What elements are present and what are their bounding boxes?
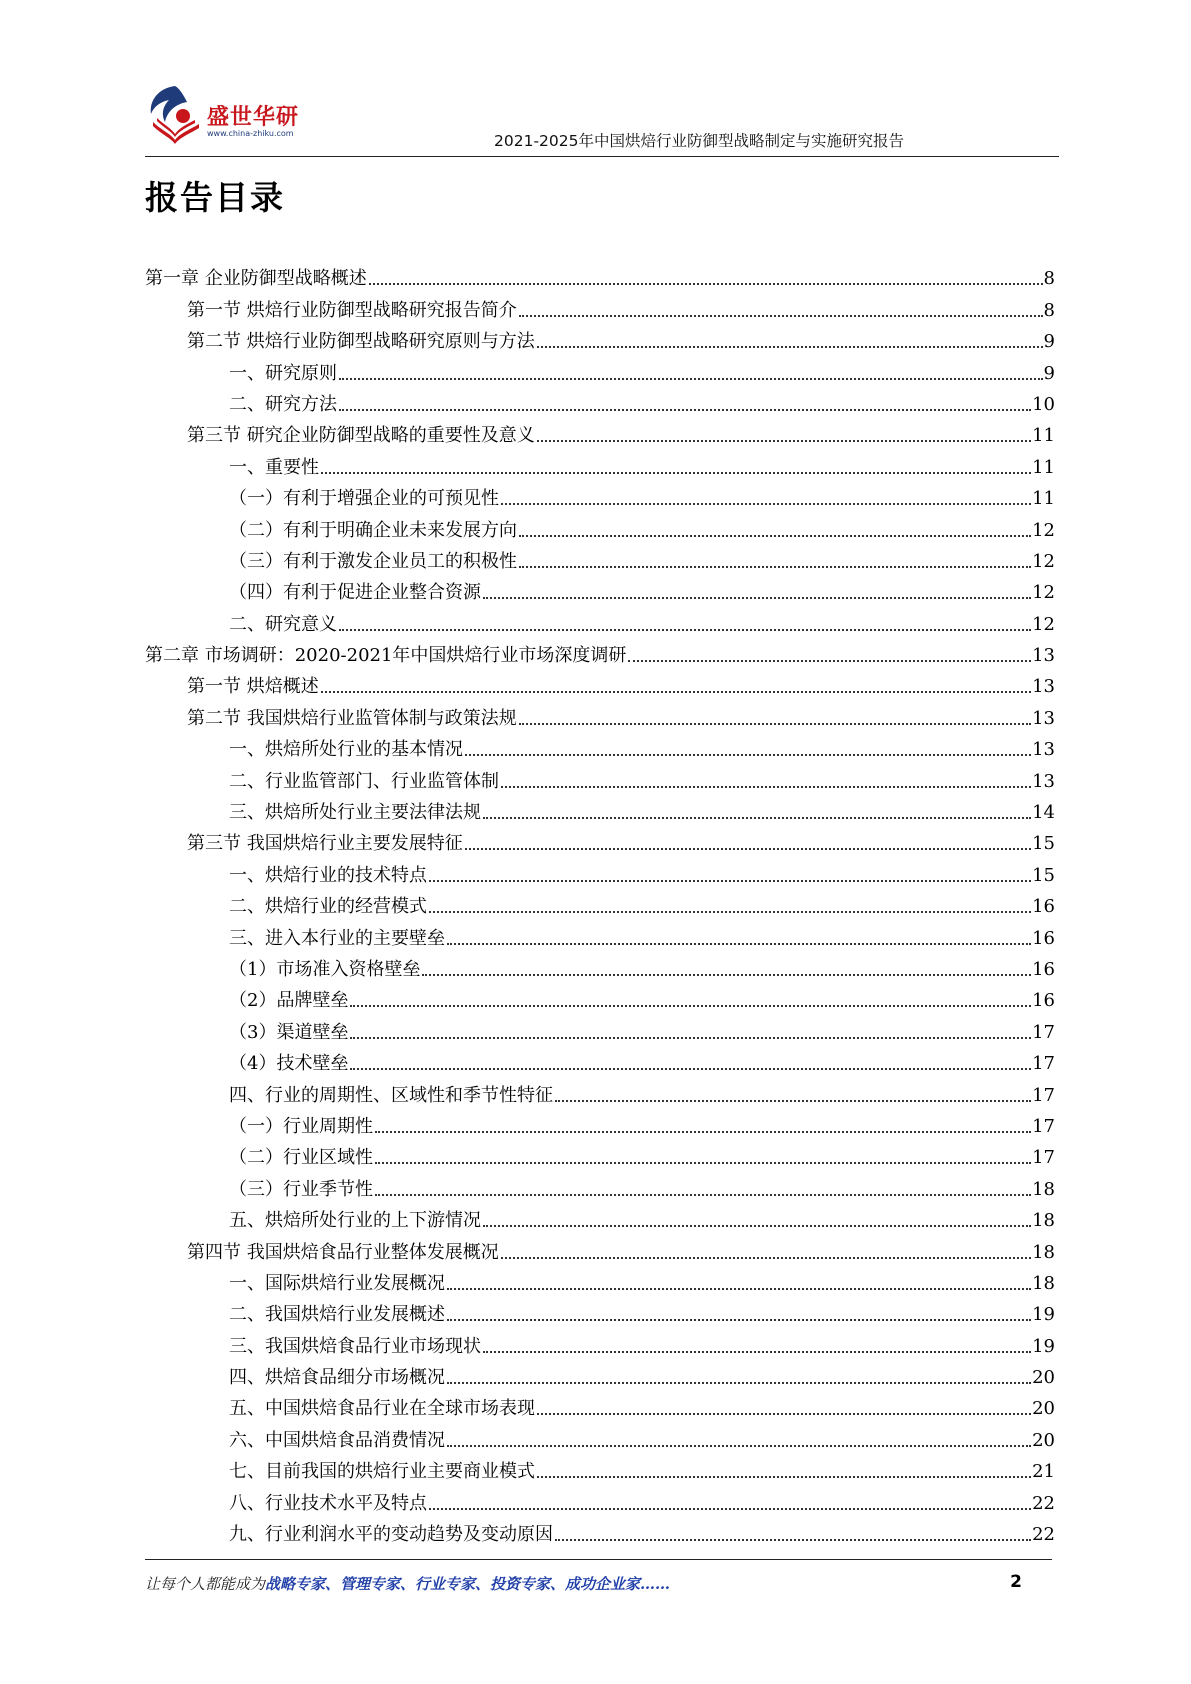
toc-dot-leader — [447, 1319, 1031, 1321]
toc-entry-title: 六、中国烘焙食品消费情况 — [229, 1429, 445, 1451]
toc-entry[interactable] — [145, 1326, 1055, 1357]
toc-entry-title: （3）渠道壁垒 — [229, 1021, 349, 1043]
toc-entry[interactable] — [145, 259, 1055, 290]
toc-entry[interactable] — [145, 1044, 1055, 1075]
toc-entry-title: 一、重要性 — [229, 456, 319, 478]
toc-entry-title: （2）品牌壁垒 — [229, 990, 349, 1012]
toc-entry-title: 一、烘焙行业的技术特点 — [229, 864, 427, 886]
toc-entry-title: 二、行业监管部门、行业监管体制 — [229, 770, 499, 792]
toc-entry-page: 22 — [1032, 1524, 1055, 1546]
toc-entry[interactable] — [145, 730, 1055, 761]
toc-entry[interactable] — [145, 636, 1055, 667]
toc-entry[interactable] — [145, 824, 1055, 855]
toc-entry-page: 17 — [1032, 1021, 1055, 1043]
toc-dot-leader — [375, 1162, 1031, 1164]
toc-entry[interactable] — [145, 416, 1055, 447]
toc-entry-page: 13 — [1032, 707, 1055, 729]
toc-entry[interactable] — [145, 1515, 1055, 1546]
company-logo — [145, 78, 320, 150]
toc-entry-title: （三）有利于激发企业员工的积极性 — [229, 550, 517, 572]
toc-entry-title: 九、行业利润水平的变动趋势及变动原因 — [229, 1524, 553, 1546]
toc-entry-title: 四、烘焙食品细分市场概况 — [229, 1367, 445, 1389]
toc-dot-leader — [321, 691, 1031, 693]
toc-dot-leader — [483, 817, 1031, 819]
toc-entry-page: 17 — [1032, 1115, 1055, 1137]
toc-dot-leader — [339, 629, 1031, 631]
toc-entry[interactable] — [145, 447, 1055, 478]
toc-entry[interactable] — [145, 1232, 1055, 1263]
toc-entry-title: 二、烘焙行业的经营模式 — [229, 896, 427, 918]
page-footer — [145, 1573, 1052, 1597]
footer-slogan-highlight: 战略专家、管理专家、行业专家、投资专家、成功企业家…… — [265, 1575, 671, 1593]
toc-entry-title: （1）市场准入资格壁垒 — [229, 958, 421, 980]
toc-entry-page: 11 — [1032, 488, 1055, 510]
toc-entry-page: 15 — [1032, 833, 1055, 855]
toc-entry[interactable] — [145, 1452, 1055, 1483]
toc-entry[interactable] — [145, 1358, 1055, 1389]
toc-entry[interactable] — [145, 1012, 1055, 1043]
toc-entry-title: （4）技术壁垒 — [229, 1053, 349, 1075]
toc-entry-page: 17 — [1032, 1084, 1055, 1106]
toc-entry[interactable] — [145, 981, 1055, 1012]
toc-entry-page: 16 — [1032, 990, 1055, 1012]
toc-dot-leader — [483, 597, 1031, 599]
toc-dot-leader — [350, 1037, 1031, 1039]
toc-dot-leader — [519, 723, 1031, 725]
toc-dot-leader — [447, 943, 1031, 945]
toc-entry[interactable] — [145, 698, 1055, 729]
toc-entry-page: 14 — [1032, 802, 1055, 824]
toc-entry-page: 20 — [1032, 1367, 1055, 1389]
page-number: 2 — [1010, 1572, 1022, 1592]
toc-dot-leader — [321, 472, 1031, 474]
toc-entry[interactable] — [145, 573, 1055, 604]
toc-entry-title: 八、行业技术水平及特点 — [229, 1492, 427, 1514]
toc-entry-page: 11 — [1032, 425, 1055, 447]
toc-entry-page: 21 — [1032, 1461, 1055, 1483]
toc-dot-leader — [429, 880, 1031, 882]
report-title: 2021-2025年中国烘焙行业防御型战略制定与实施研究报告 — [494, 132, 904, 150]
toc-entry-title: （二）有利于明确企业未来发展方向 — [229, 519, 517, 541]
toc-entry-page: 8 — [1043, 299, 1055, 321]
toc-entry-title: 第一章 企业防御型战略概述 — [145, 268, 367, 290]
toc-entry-title: 第一节 烘焙行业防御型战略研究报告简介 — [187, 299, 517, 321]
toc-dot-leader — [501, 503, 1031, 505]
toc-entry-page: 12 — [1032, 550, 1055, 572]
toc-dot-leader — [501, 786, 1031, 788]
page-header — [145, 78, 1059, 158]
toc-entry-title: 第一节 烘焙概述 — [187, 676, 319, 698]
toc-dot-leader — [465, 754, 1031, 756]
toc-entry[interactable] — [145, 1295, 1055, 1326]
toc-entry-page: 12 — [1032, 613, 1055, 635]
toc-dot-leader — [555, 1539, 1031, 1541]
toc-dot-leader — [447, 1288, 1031, 1290]
toc-entry-title: 第四节 我国烘焙食品行业整体发展概况 — [187, 1241, 499, 1263]
toc-entry[interactable] — [145, 793, 1055, 824]
toc-entry[interactable] — [145, 322, 1055, 353]
toc-entry-page: 18 — [1032, 1241, 1055, 1263]
toc-entry-title: 七、目前我国的烘焙行业主要商业模式 — [229, 1461, 535, 1483]
toc-entry[interactable] — [145, 1264, 1055, 1295]
toc-entry-page: 19 — [1032, 1304, 1055, 1326]
toc-entry-title: 一、研究原则 — [229, 362, 337, 384]
header-divider — [145, 156, 1059, 157]
toc-entry-title: 第二节 烘焙行业防御型战略研究原则与方法 — [187, 331, 535, 353]
toc-dot-leader — [537, 346, 1043, 348]
toc-entry-page: 11 — [1032, 456, 1055, 478]
toc-dot-leader — [350, 1005, 1031, 1007]
toc-dot-leader — [537, 1413, 1031, 1415]
toc-entry[interactable] — [145, 1169, 1055, 1200]
toc-entry-title: 第三节 我国烘焙行业主要发展特征 — [187, 833, 463, 855]
toc-dot-leader — [628, 660, 1031, 662]
toc-entry-title: 第二节 我国烘焙行业监管体制与政策法规 — [187, 707, 517, 729]
toc-dot-leader — [537, 440, 1031, 442]
toc-entry-title: 四、行业的周期性、区域性和季节性特征 — [229, 1084, 553, 1106]
toc-entry-title: 第二章 市场调研：2020-2021年中国烘焙行业市场深度调研 — [145, 645, 627, 667]
toc-entry-page: 12 — [1032, 519, 1055, 541]
toc-entry-title: （一）行业周期性 — [229, 1115, 373, 1137]
toc-dot-leader — [519, 535, 1031, 537]
logo-name: 盛世华研 — [207, 105, 300, 130]
toc-entry-page: 20 — [1032, 1429, 1055, 1451]
toc-entry-page: 17 — [1032, 1053, 1055, 1075]
toc-entry[interactable] — [145, 950, 1055, 981]
toc-dot-leader — [339, 409, 1031, 411]
page-title: 报告目录 — [145, 178, 285, 217]
toc-entry-title: 一、烘焙所处行业的基本情况 — [229, 739, 463, 761]
toc-dot-leader — [339, 378, 1043, 380]
toc-entry-page: 9 — [1043, 331, 1055, 353]
toc-dot-leader — [422, 974, 1031, 976]
toc-entry-title: 一、国际烘焙行业发展概况 — [229, 1272, 445, 1294]
toc-dot-leader — [519, 315, 1043, 317]
toc-entry-page: 13 — [1032, 676, 1055, 698]
toc-dot-leader — [447, 1382, 1031, 1384]
toc-entry-title: 五、烘焙所处行业的上下游情况 — [229, 1210, 481, 1232]
toc-entry-title: （四）有利于促进企业整合资源 — [229, 582, 481, 604]
toc-entry-page: 19 — [1032, 1335, 1055, 1357]
toc-entry[interactable] — [145, 604, 1055, 635]
toc-entry[interactable] — [145, 385, 1055, 416]
toc-entry-title: 二、研究意义 — [229, 613, 337, 635]
toc-dot-leader — [501, 1257, 1031, 1259]
toc-entry-page: 13 — [1032, 645, 1055, 667]
toc-entry[interactable] — [145, 510, 1055, 541]
toc-entry-title: （三）行业季节性 — [229, 1178, 373, 1200]
toc-entry[interactable] — [145, 761, 1055, 792]
toc-entry[interactable] — [145, 918, 1055, 949]
toc-entry-title: （二）行业区域性 — [229, 1147, 373, 1169]
toc-dot-leader — [483, 1351, 1031, 1353]
toc-dot-leader — [369, 283, 1043, 285]
toc-entry[interactable] — [145, 1107, 1055, 1138]
toc-entry-page: 18 — [1032, 1178, 1055, 1200]
toc-dot-leader — [429, 911, 1031, 913]
toc-entry[interactable] — [145, 855, 1055, 886]
toc-entry[interactable] — [145, 887, 1055, 918]
toc-entry-page: 20 — [1032, 1398, 1055, 1420]
toc-entry-title: 三、烘焙所处行业主要法律法规 — [229, 802, 481, 824]
toc-entry-page: 18 — [1032, 1210, 1055, 1232]
toc-entry-page: 12 — [1032, 582, 1055, 604]
toc-entry[interactable] — [145, 353, 1055, 384]
toc-entry-title: 三、进入本行业的主要壁垒 — [229, 927, 445, 949]
toc-entry[interactable] — [145, 1138, 1055, 1169]
toc-entry[interactable] — [145, 1201, 1055, 1232]
toc-entry-title: 第三节 研究企业防御型战略的重要性及意义 — [187, 425, 535, 447]
footer-divider — [145, 1559, 1052, 1560]
logo-url: www.china-zhiku.com — [207, 129, 294, 138]
toc-dot-leader — [375, 1194, 1031, 1196]
table-of-contents — [145, 259, 1055, 1546]
toc-entry-page: 15 — [1032, 864, 1055, 886]
toc-entry-page: 13 — [1032, 770, 1055, 792]
footer-slogan-lead: 让每个人都能成为 — [145, 1575, 266, 1593]
toc-entry-page: 13 — [1032, 739, 1055, 761]
toc-dot-leader — [483, 1225, 1031, 1227]
toc-entry-title: （一）有利于增强企业的可预见性 — [229, 488, 499, 510]
toc-entry[interactable] — [145, 290, 1055, 321]
toc-entry[interactable] — [145, 667, 1055, 698]
toc-entry-page: 9 — [1043, 362, 1055, 384]
toc-dot-leader — [555, 1100, 1031, 1102]
toc-entry[interactable] — [145, 542, 1055, 573]
toc-entry[interactable] — [145, 1389, 1055, 1420]
toc-dot-leader — [519, 566, 1031, 568]
toc-dot-leader — [375, 1131, 1031, 1133]
toc-dot-leader — [537, 1476, 1031, 1478]
toc-dot-leader — [429, 1508, 1031, 1510]
toc-entry-title: 二、我国烘焙行业发展概述 — [229, 1304, 445, 1326]
logo-emblem-icon — [145, 82, 203, 144]
toc-entry-title: 二、研究方法 — [229, 393, 337, 415]
toc-entry-page: 10 — [1032, 393, 1055, 415]
toc-dot-leader — [465, 848, 1031, 850]
toc-entry-title: 三、我国烘焙食品行业市场现状 — [229, 1335, 481, 1357]
toc-dot-leader — [447, 1445, 1031, 1447]
toc-entry[interactable] — [145, 479, 1055, 510]
toc-entry-page: 18 — [1032, 1272, 1055, 1294]
toc-entry-page: 16 — [1032, 927, 1055, 949]
toc-dot-leader — [350, 1068, 1031, 1070]
toc-entry-page: 8 — [1043, 268, 1055, 290]
toc-entry-page: 22 — [1032, 1492, 1055, 1514]
toc-entry-page: 16 — [1032, 958, 1055, 980]
toc-entry-page: 16 — [1032, 896, 1055, 918]
toc-entry-page: 17 — [1032, 1147, 1055, 1169]
toc-entry[interactable] — [145, 1420, 1055, 1451]
toc-entry[interactable] — [145, 1483, 1055, 1514]
toc-entry[interactable] — [145, 1075, 1055, 1106]
toc-entry-title: 五、中国烘焙食品行业在全球市场表现 — [229, 1398, 535, 1420]
